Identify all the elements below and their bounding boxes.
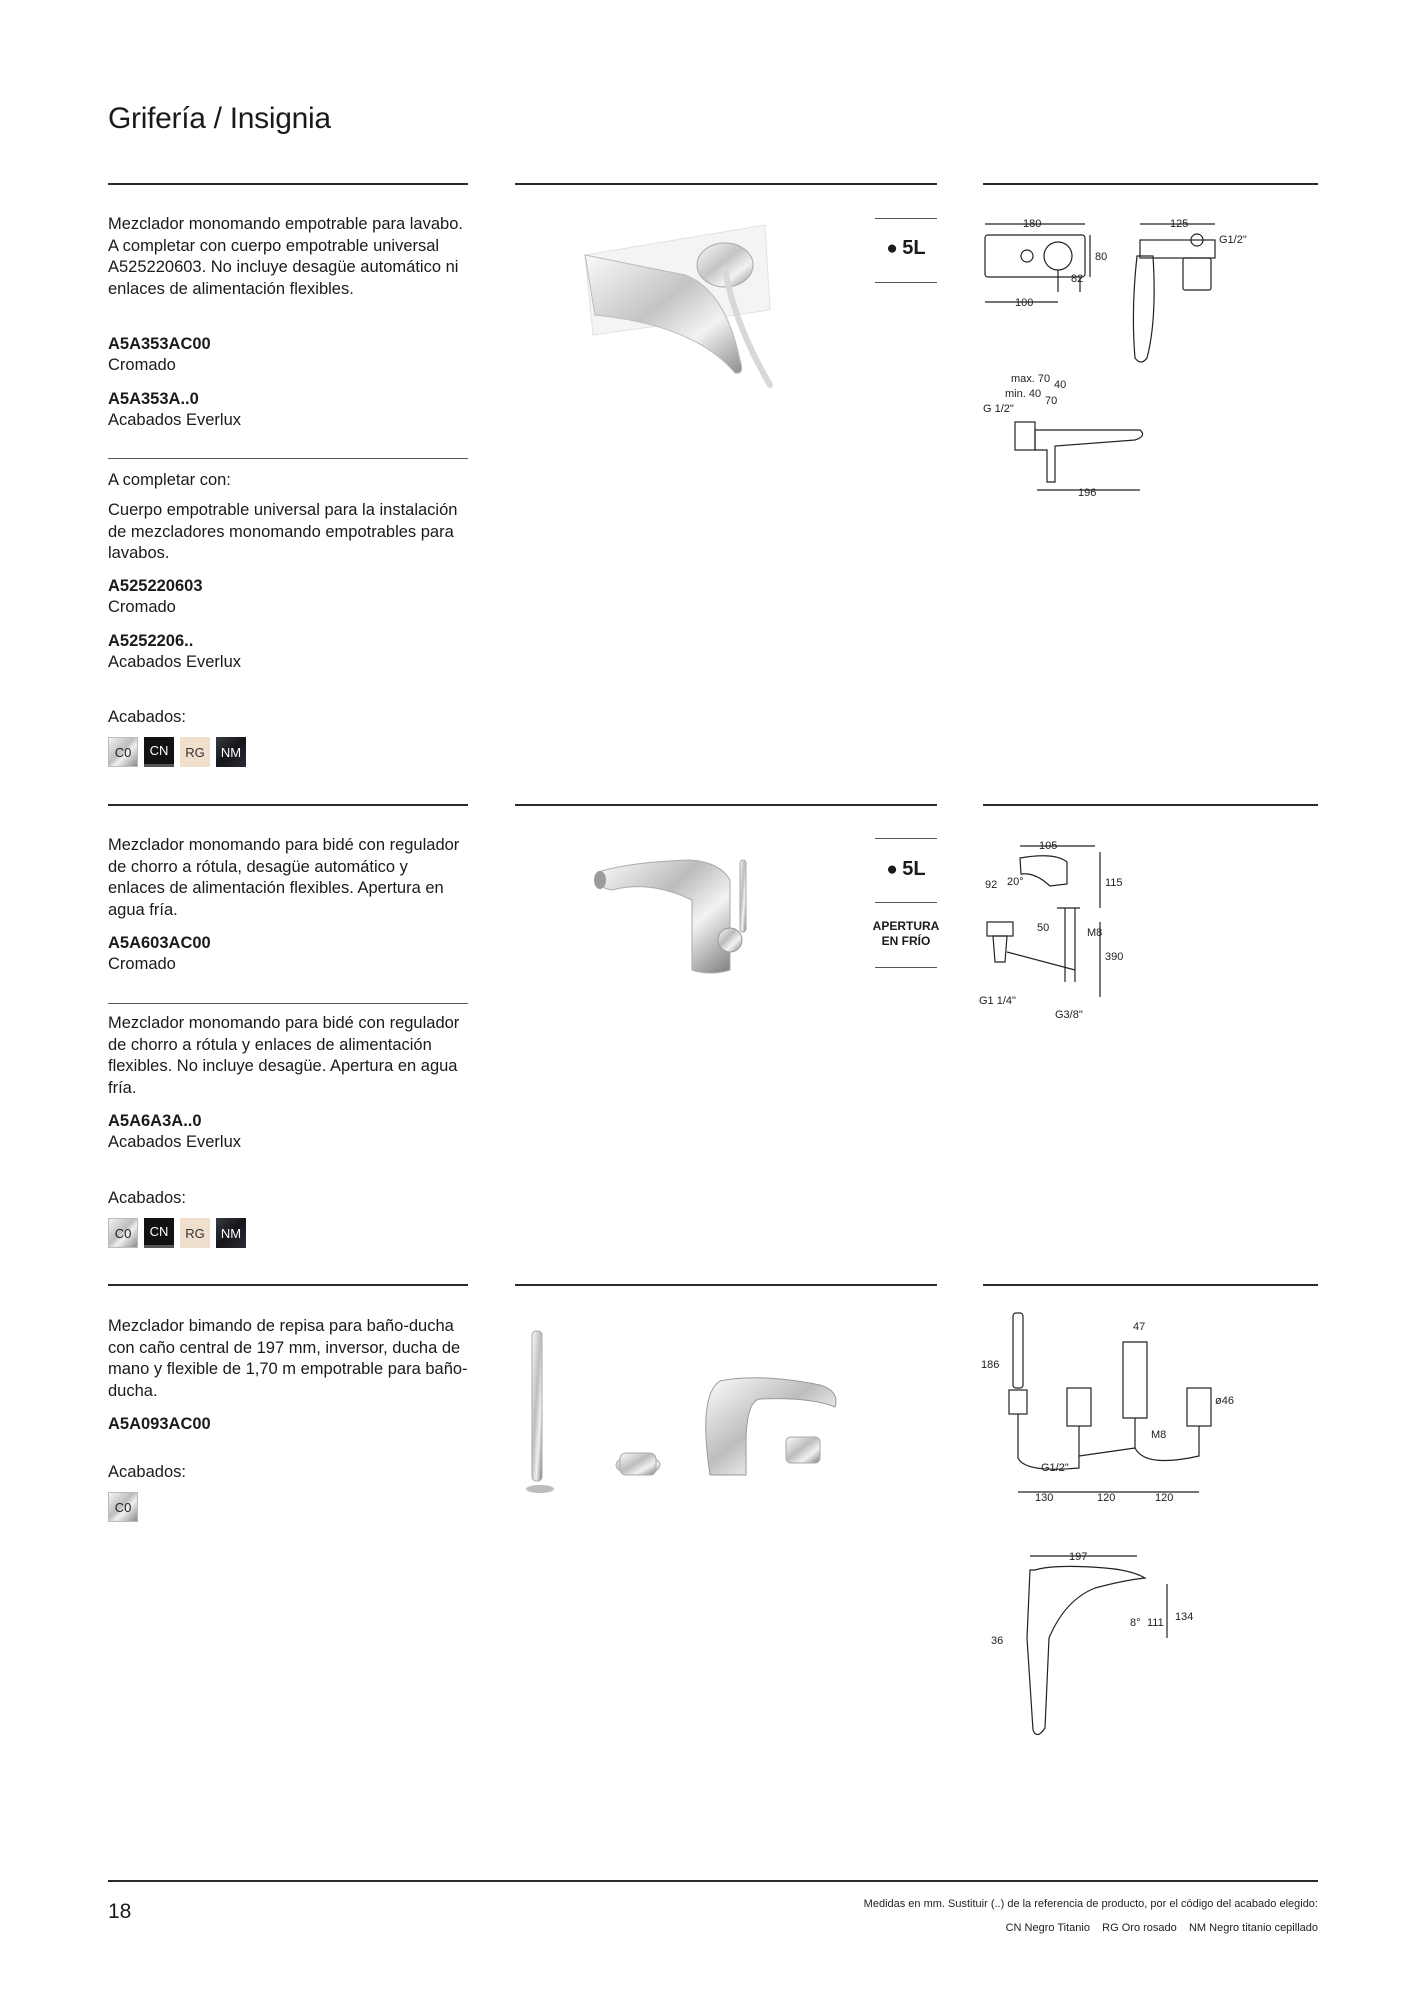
section-1-rule-mid <box>515 183 937 185</box>
dim-label: G 1/2" <box>983 403 1014 415</box>
finish-swatch-rg: RG <box>180 737 210 767</box>
section-3-description: Mezclador bimando de repisa para baño-ducha con caño central de 197 mm, inversor, ducha de mano y flexible de 1,70 m empotrable para baño-ducha. <box>108 1317 468 1400</box>
dim-label: 40 <box>1054 379 1067 391</box>
dim-label: 92 <box>985 879 998 891</box>
complete-with-label: A completar con: <box>108 471 231 489</box>
dim-label: min. 40 <box>1005 388 1042 400</box>
badge-rule <box>875 838 937 839</box>
section-1-divider <box>108 458 468 459</box>
section-2-rule-mid <box>515 804 937 806</box>
product-code: A5252206.. <box>108 632 194 650</box>
dim-label: 100 <box>1015 297 1034 309</box>
finishes-label: Acabados: <box>108 708 186 726</box>
product-finish: Cromado <box>108 955 176 973</box>
complete-description: Cuerpo empotrable universal para la instalación de mezcladores monomando empotrables para lavabos. <box>108 501 458 562</box>
product-finish: Cromado <box>108 356 176 374</box>
product-image-bidet-mixer <box>590 840 780 980</box>
product-finish: Acabados Everlux <box>108 411 241 429</box>
dim-label: 82 <box>1071 273 1084 285</box>
product-code: A5A6A3A..0 <box>108 1112 202 1130</box>
finish-swatch-cn: CN <box>144 737 174 767</box>
dim-label: 47 <box>1133 1321 1146 1333</box>
dim-label: M8 <box>1151 1429 1167 1441</box>
finish-swatch-nm: NM <box>216 1218 246 1248</box>
cold-opening-line-2: EN FRÍO <box>881 934 931 948</box>
dim-label: 120 <box>1155 1492 1174 1504</box>
finishes-label: Acabados: <box>108 1189 186 1207</box>
finish-swatch-cn: CN <box>144 1218 174 1248</box>
technical-drawing-wall-basin-mixer <box>975 210 1325 510</box>
section-2-divider <box>108 1003 468 1004</box>
finish-swatches <box>108 1218 246 1248</box>
dim-label: 50 <box>1037 922 1050 934</box>
finish-swatches <box>108 737 246 767</box>
section-2-description: Mezclador monomando para bidé con regulador de chorro a rótula, desagüe automático y enlaces de alimentación flexibles. Apertura en agua fría. <box>108 836 460 919</box>
dim-label: 130 <box>1035 1492 1054 1504</box>
badge-rule <box>875 218 937 219</box>
cold-opening-line-1: APERTURA <box>872 919 940 933</box>
dim-label: 115 <box>1105 877 1123 889</box>
page-title: Grifería / Insignia <box>108 102 331 135</box>
badge-rule <box>875 282 937 283</box>
footer-legend: CN Negro Titanio RG Oro rosado NM Negro titanio cepillado <box>1005 1922 1318 1934</box>
footer-note: Medidas en mm. Sustituir (..) de la referencia de producto, por el código del acabado elegido: <box>863 1898 1318 1910</box>
product-finish: Acabados Everlux <box>108 1133 241 1151</box>
dim-label: 8° <box>1130 1617 1141 1629</box>
finish-swatch-rg: RG <box>180 1218 210 1248</box>
product-code: A5A603AC00 <box>108 934 211 952</box>
dim-label: 36 <box>991 1635 1004 1647</box>
product-image-bath-shower-mixer <box>520 1325 850 1505</box>
water-drop-icon: ● <box>886 238 898 259</box>
dim-label: 120 <box>1097 1492 1116 1504</box>
finish-swatches <box>108 1492 138 1522</box>
product-finish: Cromado <box>108 598 176 616</box>
footer-rule <box>108 1880 1318 1882</box>
dim-label: G1 1/4" <box>979 995 1016 1007</box>
dim-label: 390 <box>1105 951 1124 963</box>
section-2-rule-left <box>108 804 468 806</box>
finishes-label: Acabados: <box>108 1463 186 1481</box>
badge-rule <box>875 902 937 903</box>
dim-label: 20° <box>1007 876 1024 888</box>
section-1-rule-left <box>108 183 468 185</box>
dim-label: 105 <box>1039 840 1058 852</box>
flow-badge <box>875 858 937 881</box>
section-1-description: Mezclador monomando empotrable para lavabo. A completar con cuerpo empotrable universal A525220603. No incluye desagüe automático ni enlaces de alimentación flexibles. <box>108 215 463 298</box>
section-3-rule-mid <box>515 1284 937 1286</box>
product-code: A5A353AC00 <box>108 335 211 353</box>
product-code: A525220603 <box>108 577 203 595</box>
technical-drawing-bidet-mixer <box>975 832 1175 1032</box>
dim-label: ø46 <box>1215 1395 1234 1407</box>
dim-label: M8 <box>1087 927 1103 939</box>
dim-label: G3/8" <box>1055 1009 1083 1021</box>
flow-badge <box>875 237 937 260</box>
flow-value: 5L <box>902 858 926 880</box>
dim-label: 196 <box>1078 487 1097 499</box>
dim-label: max. 70 <box>1011 373 1051 385</box>
product-code: A5A353A..0 <box>108 390 199 408</box>
dim-label: 134 <box>1175 1611 1194 1623</box>
finish-swatch-co: C0 <box>108 1492 138 1522</box>
dim-label: 180 <box>1023 218 1042 230</box>
dim-label: 197 <box>1069 1551 1088 1563</box>
dim-label: 186 <box>981 1359 1000 1371</box>
product-code: A5A093AC00 <box>108 1415 211 1433</box>
finish-swatch-co: C0 <box>108 737 138 767</box>
finish-swatch-co: C0 <box>108 1218 138 1248</box>
product-image-wall-basin-mixer <box>575 215 795 395</box>
section-2-description-2: Mezclador monomando para bidé con regulador de chorro a rótula y enlaces de alimentación flexibles. No incluye desagüe. Apertura en agua fría. <box>108 1014 460 1097</box>
product-finish: Acabados Everlux <box>108 653 241 671</box>
dim-label: 111 <box>1147 1617 1164 1629</box>
section-2-rule-right <box>983 804 1318 806</box>
dim-label: 125 <box>1170 218 1189 230</box>
section-1-rule-right <box>983 183 1318 185</box>
finish-swatch-nm: NM <box>216 737 246 767</box>
section-3-rule-left <box>108 1284 468 1286</box>
technical-drawing-bath-shower-mixer <box>975 1308 1234 1748</box>
water-drop-icon: ● <box>886 859 898 880</box>
dim-label: 70 <box>1045 395 1058 407</box>
page-number: 18 <box>108 1900 132 1923</box>
flow-value: 5L <box>902 237 926 259</box>
section-3-rule-right <box>983 1284 1318 1286</box>
badge-rule <box>875 967 937 968</box>
dim-label: G1/2" <box>1041 1462 1069 1474</box>
dim-label: G1/2" <box>1219 234 1247 246</box>
dim-label: 80 <box>1095 251 1108 263</box>
cold-opening-badge <box>872 919 940 949</box>
